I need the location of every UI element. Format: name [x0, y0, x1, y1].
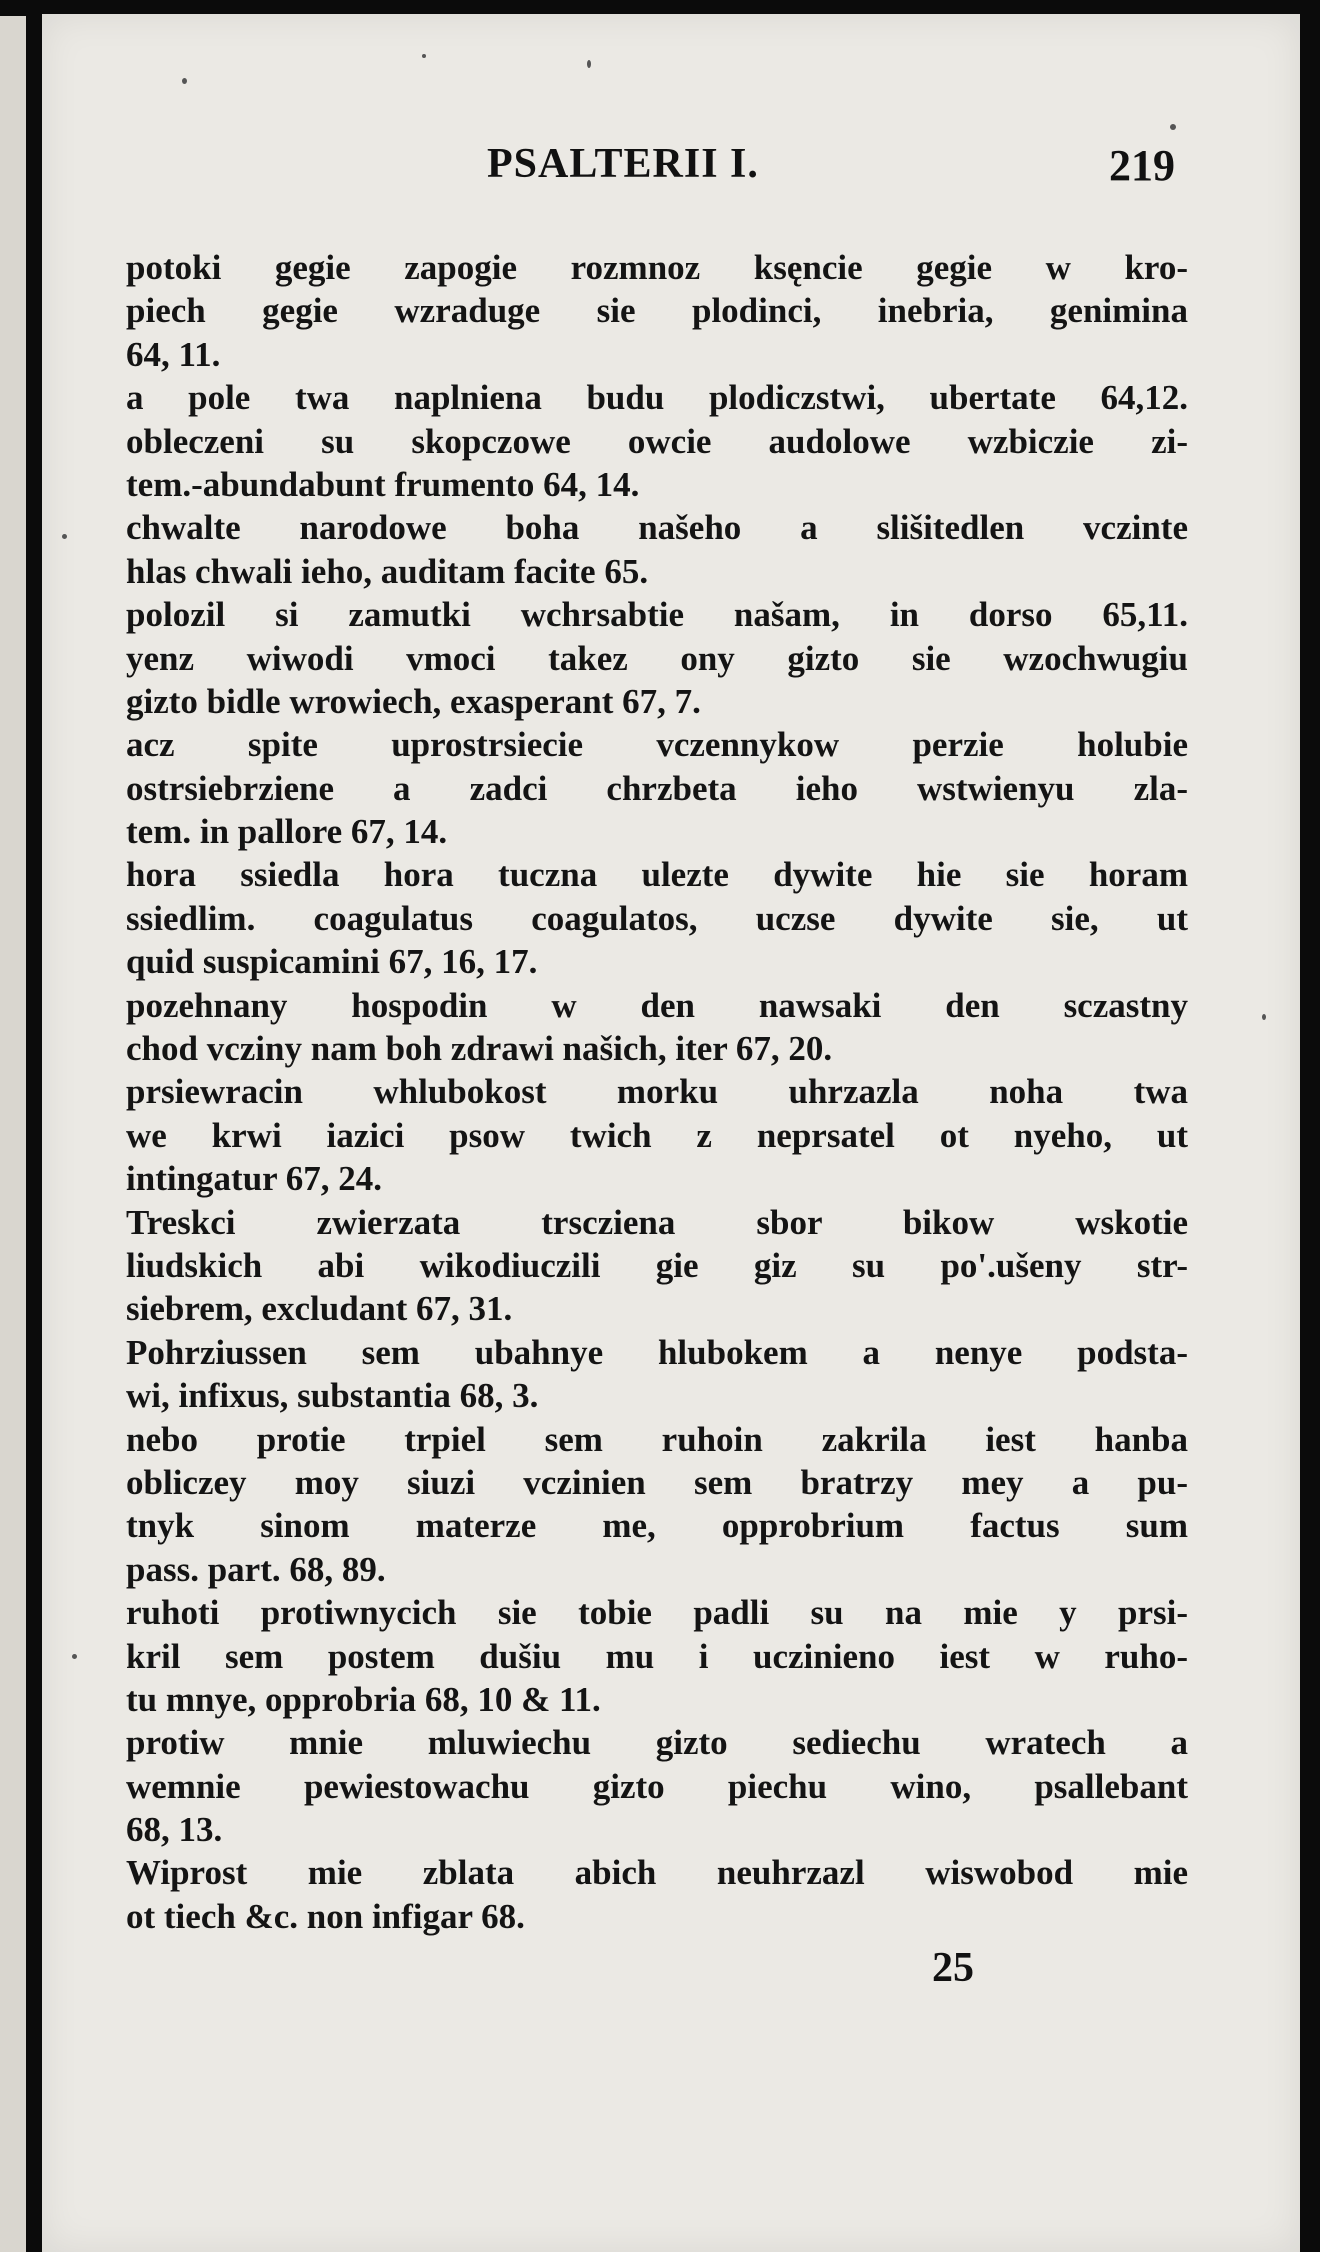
scan-speck [1262, 1014, 1266, 1020]
scan-speck [72, 1654, 77, 1659]
page-number: 219 [1109, 141, 1175, 190]
body-text [126, 246, 1188, 1938]
text-line: Treskci zwierzata trscziena sbor bikow wskotie [126, 1202, 1188, 1242]
text-line: obliczey moy siuzi vczinien sem bratrzy mey a pu- [126, 1462, 1188, 1502]
text-line: tnyk sinom materze me, opprobrium factus sum [126, 1506, 1188, 1546]
text-line: gizto bidle wrowiech, exasperant 67, 7. [126, 681, 701, 721]
text-line: chwalte narodowe boha našeho a slišitedlen vczinte [126, 508, 1188, 548]
text-line: pozehnany hospodin w den nawsaki den sczastny [126, 985, 1188, 1025]
book-page [42, 14, 1300, 2252]
text-line: potoki gegie zapogie rozmnoz ksęncie gegie w kro- [126, 248, 1188, 287]
text-line: wi, infixus, substantia 68, 3. [126, 1376, 539, 1416]
text-line: piech gegie wzraduge sie plodinci, inebria, genimina [126, 291, 1188, 331]
text-line: kril sem postem dušiu mu i uczinieno iest w ruho- [126, 1636, 1188, 1676]
signature-mark: 25 [932, 1945, 974, 1991]
text-line: ot tiech &c. non infigar 68. [126, 1896, 525, 1936]
text-line: acz spite uprostrsiecie vczennykow perzie holubie [126, 725, 1188, 765]
text-line: hora ssiedla hora tuczna ulezte dywite hie sie horam [126, 855, 1188, 895]
text-line: Pohrziussen sem ubahnye hlubokem a nenye podsta- [126, 1332, 1188, 1372]
text-line: 64, 11. [126, 334, 221, 374]
text-line: quid suspicamini 67, 16, 17. [126, 942, 538, 982]
text-line: tem.-abundabunt frumento 64, 14. [126, 464, 640, 504]
text-line: a pole twa naplniena budu plodiczstwi, ubertate 64,12. [126, 378, 1188, 418]
scan-speck [62, 534, 67, 539]
scan-speck [422, 54, 426, 58]
text-line: yenz wiwodi vmoci takez ony gizto sie wzochwugiu [126, 638, 1188, 678]
text-line: tem. in pallore 67, 14. [126, 812, 448, 852]
text-line: tu mnye, opprobria 68, 10 & 11. [126, 1679, 601, 1719]
scan-speck [1170, 124, 1176, 130]
text-line: ssiedlim. coagulatus coagulatos, uczse dywite sie, ut [126, 898, 1188, 938]
page-header [42, 140, 1300, 200]
scan-speck [587, 60, 591, 68]
text-line: obleczeni su skopczowe owcie audolowe wzbiczie zi- [126, 421, 1188, 461]
text-line: pass. part. 68, 89. [126, 1549, 386, 1589]
scan-speck [182, 78, 187, 84]
text-line: ruhoti protiwnycich sie tobie padli su na mie y prsi- [126, 1593, 1188, 1633]
text-line: siebrem, excludant 67, 31. [126, 1289, 513, 1329]
text-line: nebo protie trpiel sem ruhoin zakrila iest hanba [126, 1419, 1188, 1459]
text-line: protiw mnie mluwiechu gizto sediechu wratech a [126, 1723, 1188, 1763]
text-line: wemnie pewiestowachu gizto piechu wino, psallebant [126, 1766, 1188, 1806]
text-line: chod vcziny nam boh zdrawi našich, iter 67, 20. [126, 1029, 833, 1069]
text-line: ostrsiebrziene a zadci chrzbeta ieho wstwienyu zla- [126, 768, 1188, 808]
adjacent-page-edge [0, 16, 26, 2252]
text-line: polozil si zamutki wchrsabtie našam, in dorso 65,11. [126, 595, 1188, 635]
text-line: 68, 13. [126, 1810, 223, 1850]
text-line: we krwi iazici psow twich z neprsatel ot nyeho, ut [126, 1115, 1188, 1155]
text-line: hlas chwali ieho, auditam facite 65. [126, 551, 649, 591]
running-title: PSALTERII I. [487, 141, 759, 187]
text-line: intingatur 67, 24. [126, 1159, 383, 1199]
text-line: Wiprost mie zblata abich neuhrzazl wiswobod mie [126, 1853, 1188, 1893]
text-line: prsiewracin whlubokost morku uhrzazla noha twa [126, 1072, 1188, 1112]
text-line: liudskich abi wikodiuczili gie giz su po'.ušeny str- [126, 1245, 1188, 1285]
